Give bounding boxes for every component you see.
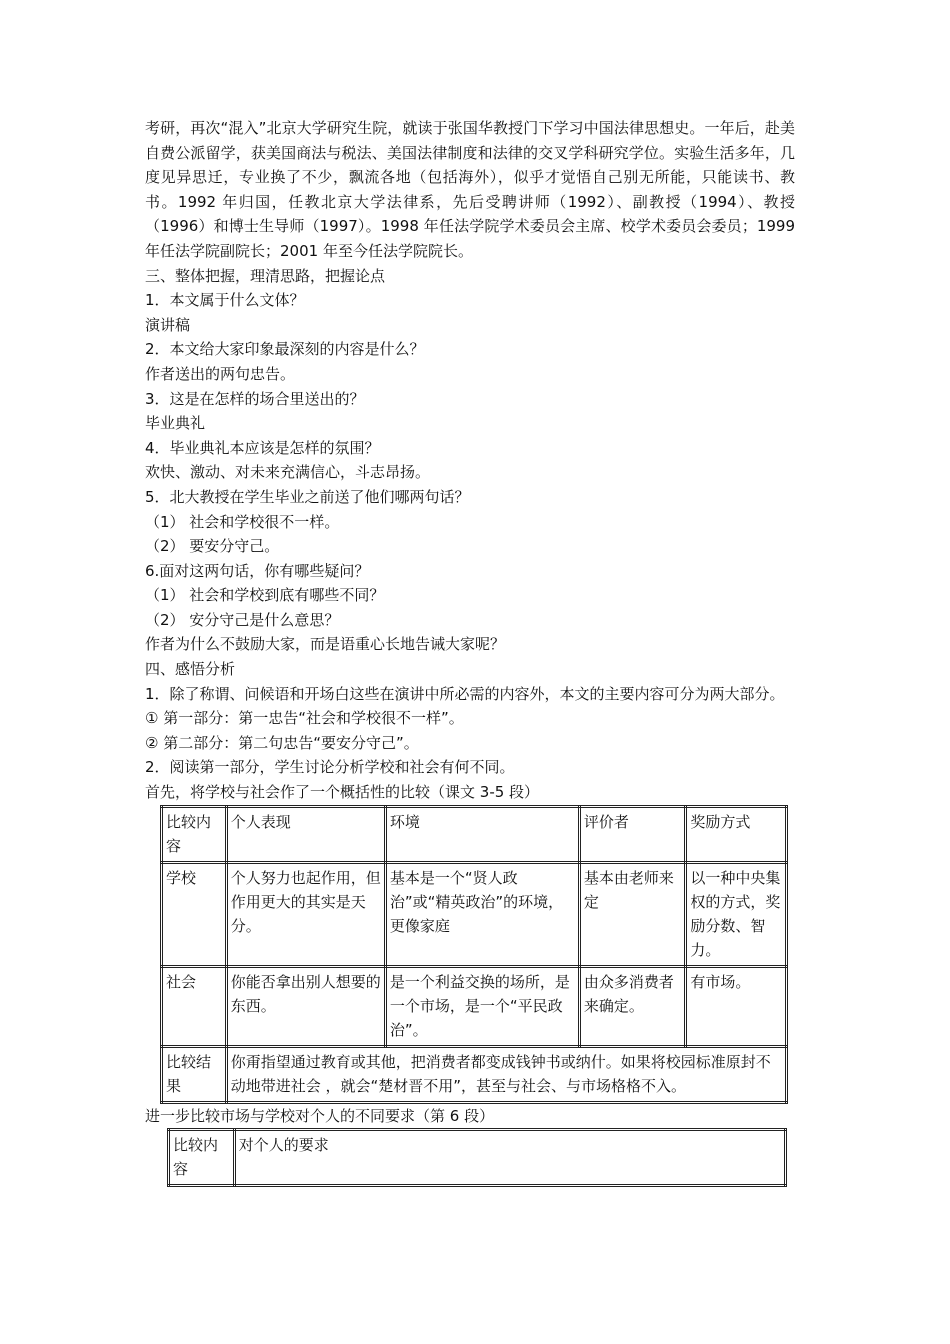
answer-6-item-2: （2） 安分守己是什么意思？ bbox=[145, 610, 340, 629]
table-header-cell: 环境 bbox=[385, 806, 579, 862]
table-cell: 社会 bbox=[162, 966, 227, 1046]
part-one-line: ① 第一部分：第一忠告“社会和学校很不一样”。 bbox=[145, 709, 464, 728]
table-cell: 有市场。 bbox=[686, 966, 787, 1046]
table-cell: 是一个利益交换的场所，是一个市场，是一个“平民政治”。 bbox=[385, 966, 579, 1046]
answer-5-item-2: （2） 要安分守己。 bbox=[145, 537, 280, 556]
table-header-cell: 奖励方式 bbox=[686, 806, 787, 862]
school-society-comparison-table bbox=[160, 805, 788, 1104]
table-cell: 学校 bbox=[162, 862, 227, 966]
reading-task-line: 2．阅读第一部分，学生讨论分析学校和社会有何不同。 bbox=[145, 758, 515, 777]
table-header-cell: 比较内容 bbox=[162, 806, 227, 862]
table-header-cell: 个人表现 bbox=[226, 806, 385, 862]
table-cell: 基本是一个“贤人政治”或“精英政治”的环境，更像家庭 bbox=[385, 862, 579, 966]
table-cell: 基本由老师来定 bbox=[579, 862, 686, 966]
table1-caption: 首先，将学校与社会作了一个概括性的比较（课文 3-5 段） bbox=[145, 783, 540, 802]
question-1: 1．本文属于什么文体？ bbox=[145, 291, 305, 310]
document-page bbox=[145, 116, 795, 1187]
table-cell: 由众多消费者来确定。 bbox=[579, 966, 686, 1046]
table2-caption: 进一步比较市场与学校对个人的不同要求（第 6 段） bbox=[145, 1106, 495, 1125]
answer-5-item-1: （1） 社会和学校很不一样。 bbox=[145, 512, 340, 531]
table-header-cell: 对个人的要求 bbox=[234, 1130, 785, 1186]
section-three-heading: 三、整体把握，理清思路，把握论点 bbox=[145, 266, 386, 285]
analysis-paragraph: 1．除了称谓、问候语和开场白这些在演讲中所必需的内容外，本文的主要内容可分为两大部分。 bbox=[145, 684, 785, 703]
follow-up-question: 作者为什么不鼓励大家，而是语重心长地告诫大家呢？ bbox=[145, 635, 506, 654]
question-5: 5．北大教授在学生毕业之前送了他们哪两句话？ bbox=[145, 487, 470, 506]
part-two-line: ② 第二部分：第二句忠告“要安分守己”。 bbox=[145, 733, 419, 752]
section-four-heading: 四、感悟分析 bbox=[145, 660, 236, 679]
market-school-requirements-table bbox=[167, 1128, 787, 1187]
table-cell: 个人努力也起作用，但作用更大的其实是天分。 bbox=[226, 862, 385, 966]
table-header-row bbox=[162, 806, 787, 862]
table-header-cell: 评价者 bbox=[579, 806, 686, 862]
table-cell: 以一种中央集权的方式，奖励分数、智力。 bbox=[686, 862, 787, 966]
table-header-cell: 比较内容 bbox=[169, 1130, 235, 1186]
intro-paragraph: 考研，再次“混入”北京大学研究生院，就读于张国华教授门下学习中国法律思想史。一年后，赴美自费公派留学，获美国商法与税法、美国法律制度和法律的交叉学科研究学位。实验生活多年，几度见异思迁，专业换了不少，飘流各地（包括海外），似乎才觉悟自己别无所能，只能读书、教书。1992 年归国，任教北京大学法律系，先后受聘讲师（1992）、副教授（1994）、教授（1996）和博士生导师（1997）。1998 年任法学院学术委员会主席、校学术委员会委员；1999 年任法学院副院长；2001 年至今任法学院院长。 bbox=[145, 119, 795, 260]
table-row-school bbox=[162, 862, 787, 966]
table-row-society bbox=[162, 966, 787, 1046]
table-header-row bbox=[169, 1130, 786, 1186]
table-cell: 比较结果 bbox=[162, 1046, 227, 1102]
answer-4: 欢快、激动、对未来充满信心，斗志昂扬。 bbox=[145, 463, 431, 482]
answer-3: 毕业典礼 bbox=[145, 414, 206, 433]
question-4: 4．毕业典礼本应该是怎样的氛围？ bbox=[145, 438, 380, 457]
table-row-result bbox=[162, 1046, 787, 1102]
question-3: 3．这是在怎样的场合里送出的？ bbox=[145, 389, 365, 408]
table-cell: 你能否拿出别人想要的东西。 bbox=[226, 966, 385, 1046]
question-6: 6.面对这两句话，你有哪些疑问？ bbox=[145, 561, 370, 580]
table-result-cell: 你甭指望通过教育或其他，把消费者都变成钱钟书或纳什。如果将校园标准原封不动地带进社会 ，就会“楚材晋不用”，甚至与社会、与市场格格不入。 bbox=[226, 1046, 786, 1102]
answer-2: 作者送出的两句忠告。 bbox=[145, 364, 296, 383]
answer-6-item-1: （1） 社会和学校到底有哪些不同？ bbox=[145, 586, 385, 605]
question-2: 2．本文给大家印象最深刻的内容是什么？ bbox=[145, 340, 425, 359]
answer-1: 演讲稿 bbox=[145, 315, 191, 334]
